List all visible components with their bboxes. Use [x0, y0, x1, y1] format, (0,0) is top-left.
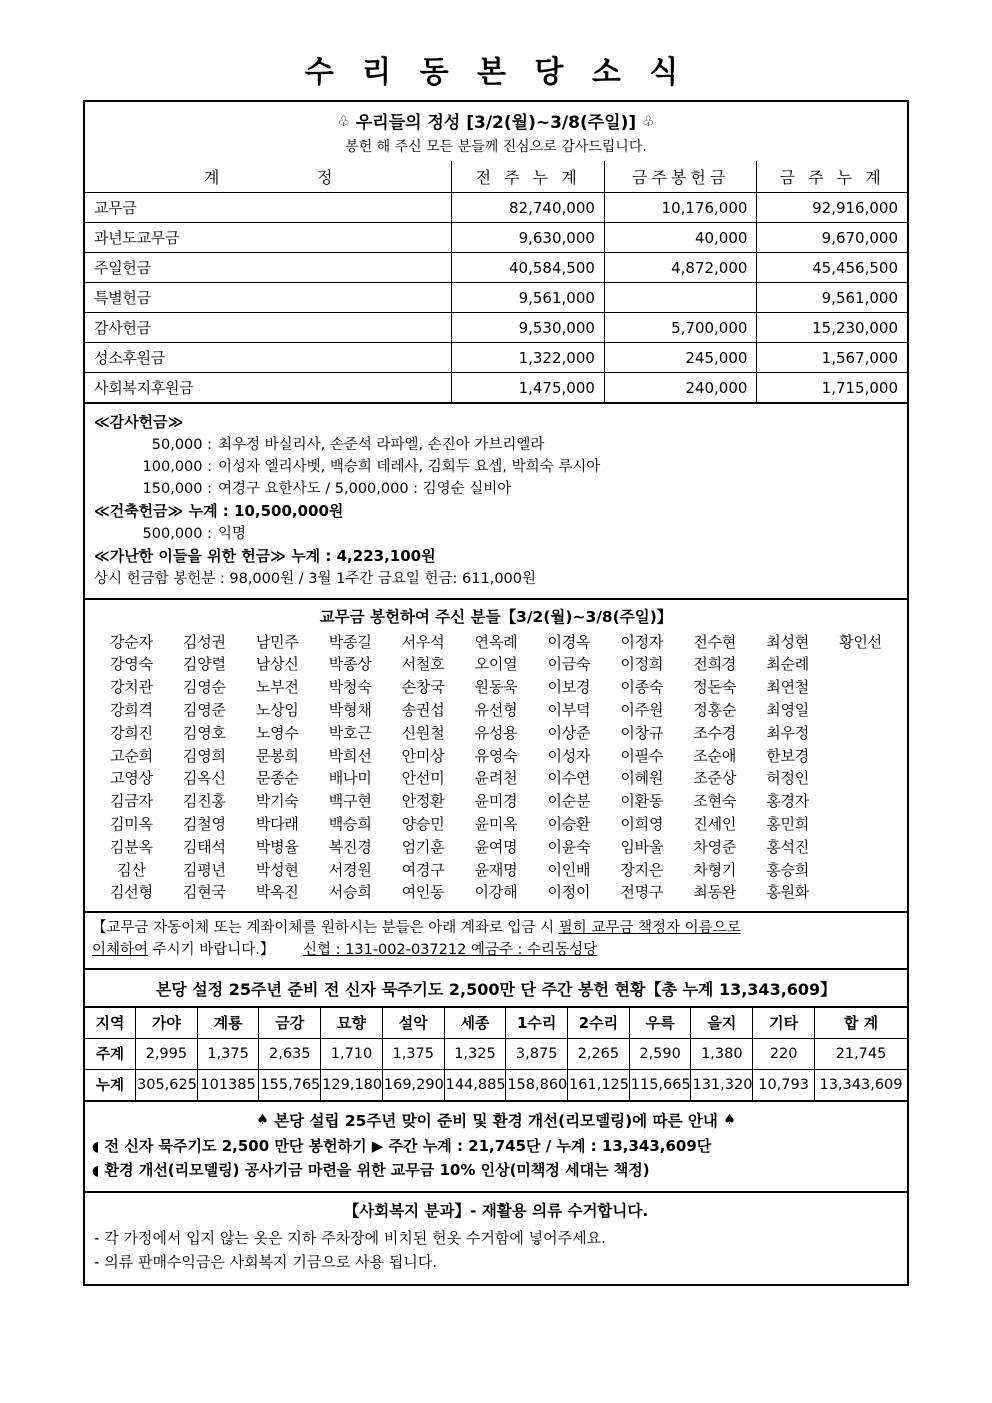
poor-offering-title: ≪가난한 이들을 위한 헌금≫ 누계 : 4,223,100원: [94, 546, 436, 565]
offering-heading-text: 우리들의 정성 [3/2(월)~3/8(주일)]: [355, 113, 637, 133]
half-moon-icon: ◖: [92, 1138, 100, 1155]
contributor-name: 이정이: [547, 883, 591, 902]
contributor-name: 윤미옥: [474, 814, 518, 833]
table-row: [85, 373, 907, 403]
contributor-name: 이희영: [620, 814, 664, 833]
contributor-name: 최영일: [766, 700, 810, 719]
region-week-value: 1,325: [444, 1038, 506, 1069]
contributor-name: 이성자: [547, 746, 591, 765]
contributor-name: 이승환: [547, 814, 591, 833]
cell-total: 92,916,000: [757, 193, 907, 223]
contributor-name: 한보경: [766, 746, 810, 765]
region-week-value: 2,635: [259, 1038, 321, 1069]
table-row: [85, 223, 907, 253]
account-notice-line2: [92, 940, 901, 962]
region-col-header: 우륵: [629, 1008, 691, 1039]
contributor-name: 이정자: [620, 632, 664, 651]
contributor-name: 박형채: [328, 700, 372, 719]
contributor-name: 김진홍: [182, 792, 226, 811]
contributor-name: 이인배: [547, 860, 591, 879]
contributor-name: 고영상: [110, 769, 153, 788]
contributor-name: 박병율: [255, 837, 299, 856]
contributor-name: 윤여명: [474, 837, 518, 856]
region-week-value: 2,995: [136, 1038, 198, 1069]
contributor-name: 이경옥: [547, 632, 591, 651]
region-col-header: 계룡: [197, 1008, 259, 1039]
region-col-header: 가야: [136, 1008, 198, 1039]
region-total-value: 10,793: [753, 1069, 815, 1100]
cell-total: 1,567,000: [757, 343, 907, 373]
region-week-value: 1,710: [321, 1038, 383, 1069]
prayer-stats-heading: 본당 설정 25주년 준비 전 신자 묵주기도 2,500만 단 주간 봉헌 현황【총 누계 13,343,609】: [155, 979, 837, 999]
region-week-label: 주계: [85, 1038, 136, 1069]
contributor-name: 문종순: [255, 769, 299, 788]
region-col-header: 1수리: [506, 1008, 568, 1039]
cell-account-name: 교무금: [85, 193, 452, 223]
cell-prev: 9,561,000: [452, 283, 605, 313]
cell-prev: 1,322,000: [452, 343, 605, 373]
cell-account-name: 성소후원금: [85, 343, 452, 373]
contributor-name: 이금숙: [547, 655, 591, 674]
cell-total: 9,561,000: [757, 283, 907, 313]
contributor-name: [824, 881, 897, 904]
col-header-account-left: 계: [203, 168, 220, 187]
welfare-item-text: 각 가정에서 입지 않는 옷은 지하 주차장에 비치된 헌옷 수거함에 넣어주세요.: [104, 1229, 606, 1248]
contributor-name: 이주원: [620, 700, 664, 719]
contributor-name: 유선형: [474, 700, 518, 719]
contributor-name: 조수경: [693, 723, 737, 742]
contributor-name: [824, 859, 897, 882]
page-title: 수 리 동 본 당 소 식: [304, 55, 688, 90]
cell-account-name: 과년도교무금: [85, 223, 452, 253]
contributor-name: 홍석진: [766, 837, 810, 856]
offering-section: [85, 102, 907, 404]
cell-prev: 9,530,000: [452, 313, 605, 343]
region-col-header-label: 지역: [85, 1008, 136, 1039]
contributor-name: 박종길: [328, 632, 372, 651]
contributor-name: 장지은: [620, 860, 664, 879]
region-col-header: 설악: [382, 1008, 444, 1039]
contributor-name: 엄기훈: [401, 837, 445, 856]
region-week-value: 1,375: [197, 1038, 259, 1069]
contributor-name: 홍원화: [766, 883, 810, 902]
bulletin-frame: [83, 100, 909, 1286]
cell-account-name: 감사헌금: [85, 313, 452, 343]
contributor-name: 전희경: [693, 655, 737, 674]
contributor-name: 오이열: [474, 655, 518, 674]
contributor-name: 김영희: [182, 746, 226, 765]
announcement-item-text: 환경 개선(리모델링) 공사기금 마련을 위한 교무금 10% 인상(미책정 세대는 책정): [104, 1161, 650, 1180]
contributor-name: 최성현: [766, 632, 810, 651]
dash-icon: -: [94, 1229, 100, 1248]
region-week-value: 2,265: [568, 1038, 630, 1069]
contributor-name: 서철호: [401, 655, 445, 674]
prayer-stats-section: [85, 1008, 907, 1102]
account-notice-emphasis-a: 필히 교무금 책정자 이름으로: [558, 920, 741, 937]
offering-table-body: [85, 193, 907, 403]
contributor-name: 김옥신: [182, 769, 226, 788]
contributor-name: 서승희: [328, 883, 372, 902]
contributor-name: 김성권: [182, 632, 226, 651]
table-row: [85, 193, 907, 223]
region-total-value: 144,885: [444, 1069, 506, 1100]
contributor-name: 노상임: [255, 700, 299, 719]
contributor-name: 윤미경: [474, 792, 518, 811]
region-col-header: 금강: [259, 1008, 321, 1039]
spade-icon: ♠: [723, 1111, 736, 1128]
contributor-name: 박종상: [328, 655, 372, 674]
contributor-name: 정홍순: [693, 700, 737, 719]
cell-week: [604, 283, 757, 313]
contributor-name: 송권섭: [401, 700, 445, 719]
region-week-value: 21,745: [815, 1038, 908, 1069]
building-offering-row: [85, 523, 907, 545]
cell-week: 245,000: [604, 343, 757, 373]
region-total-value: 13,343,609: [815, 1069, 908, 1100]
contributor-name: 이혜원: [620, 769, 664, 788]
contributor-name: 이수연: [547, 769, 591, 788]
donation-names: 여경구 요한사도 / 5,000,000 : 김영순 실비아: [218, 480, 512, 497]
contributor-name: 백승희: [328, 814, 372, 833]
contributor-name: 김양렬: [182, 655, 226, 674]
cell-total: 45,456,500: [757, 253, 907, 283]
col-header-this-total: 금 주 누 계: [757, 161, 907, 193]
contributors-grid: [85, 631, 907, 912]
contributor-name: 김산: [117, 860, 146, 879]
contributor-name: [824, 813, 897, 836]
cell-week: 40,000: [604, 223, 757, 253]
contributor-name: 여인동: [401, 883, 445, 902]
cell-account-name: 사회복지후원금: [85, 373, 452, 403]
cell-prev: 40,584,500: [452, 253, 605, 283]
region-total-value: 131,320: [691, 1069, 753, 1100]
cell-week: 4,872,000: [604, 253, 757, 283]
contributor-name: [824, 767, 897, 790]
contributor-name: 김현국: [182, 883, 226, 902]
contributor-name: [824, 836, 897, 859]
table-row: [85, 253, 907, 283]
region-total-value: 115,665: [629, 1069, 691, 1100]
cell-account-name: 주일헌금: [85, 253, 452, 283]
contributor-name: 김금자: [110, 792, 153, 811]
contributor-name: 유영숙: [474, 746, 518, 765]
contributor-name: 김영호: [182, 723, 226, 742]
contributor-name: 정돈숙: [693, 678, 737, 697]
region-header-row: [85, 1008, 907, 1039]
contributor-name: 이필수: [620, 746, 664, 765]
donation-amount: 150,000 :: [142, 480, 212, 497]
contributor-name: 홍경자: [766, 792, 810, 811]
cell-week: 5,700,000: [604, 313, 757, 343]
contributor-name: [824, 699, 897, 722]
offering-subheading: 봉헌 해 주신 모든 분들께 진심으로 감사드립니다.: [345, 139, 647, 155]
announcement-item-text: 전 신자 묵주기도 2,500 만단 봉헌하기 ▶ 주간 누계 : 21,745단 / 누계 : 13,343,609단: [104, 1136, 712, 1155]
contributor-name: 임바울: [620, 837, 664, 856]
donations-detail-section: [85, 404, 907, 600]
thanks-offering-title: ≪감사헌금≫: [94, 413, 184, 431]
col-header-prev-total: 전 주 누 계: [452, 161, 605, 193]
contributor-name: 최순례: [766, 655, 810, 674]
account-notice-section: [85, 913, 907, 970]
thanks-offering-row: [85, 456, 907, 478]
cell-account-name: 특별헌금: [85, 283, 452, 313]
donation-amount: 100,000 :: [142, 458, 212, 475]
spade-icon: ♧: [337, 114, 350, 130]
contributor-name: 노영수: [255, 723, 299, 742]
contributor-name: [824, 722, 897, 745]
region-col-header: 세종: [444, 1008, 506, 1039]
contributor-name: 복진경: [328, 837, 372, 856]
contributor-name: 윤려천: [474, 769, 518, 788]
contributor-name: 김선형: [110, 883, 153, 902]
announcements-section: [85, 1102, 907, 1193]
cell-prev: 82,740,000: [452, 193, 605, 223]
contributor-name: 전수현: [693, 632, 737, 651]
welfare-item-text: 의류 판매수익금은 사회복지 기금으로 사용 됩니다.: [104, 1253, 438, 1272]
offering-table: [85, 161, 907, 402]
contributor-name: 박청숙: [328, 678, 372, 697]
contributor-name: 연옥례: [474, 632, 518, 651]
welfare-item: [85, 1226, 907, 1250]
contributor-name: 백구현: [328, 792, 372, 811]
donation-names: 익명: [218, 525, 247, 542]
donation-names: 이성자 엘리사벳, 백승희 데레사, 김회두 요셉, 박희숙 루시아: [218, 458, 601, 475]
contributor-name: 박기숙: [255, 792, 299, 811]
region-week-value: 1,380: [691, 1038, 753, 1069]
region-col-header: 을지: [691, 1008, 753, 1039]
table-header-row: [85, 161, 907, 193]
poor-offering-note: 상시 헌금함 봉헌분 : 98,000원 / 3월 1주간 금요일 헌금: 611,000원: [94, 570, 537, 587]
region-week-value: 2,590: [629, 1038, 691, 1069]
contributor-name: 조준상: [693, 769, 737, 788]
contributor-name: 홍승희: [766, 860, 810, 879]
region-total-value: 158,860: [506, 1069, 568, 1100]
contributor-name: [824, 676, 897, 699]
donation-amount: 50,000 :: [151, 436, 212, 453]
region-week-row: [85, 1038, 907, 1069]
contributor-name: 강희진: [110, 723, 153, 742]
contributor-name: 김영순: [182, 678, 226, 697]
contributor-name: 차영준: [693, 837, 737, 856]
contributor-name: 윤재명: [474, 860, 518, 879]
contributor-name: 최우정: [766, 723, 810, 742]
region-week-value: 3,875: [506, 1038, 568, 1069]
spade-icon: ♠: [256, 1111, 269, 1128]
contributor-name: 조현숙: [693, 792, 737, 811]
contributors-section: [85, 600, 907, 914]
region-total-value: 161,125: [568, 1069, 630, 1100]
contributor-name: 이윤숙: [547, 837, 591, 856]
announcement-item: [85, 1158, 907, 1183]
contributor-name: 이부덕: [547, 700, 591, 719]
region-total-value: 129,180: [321, 1069, 383, 1100]
contributor-name: [824, 790, 897, 813]
contributor-name: 김미옥: [110, 814, 153, 833]
account-notice-text-b: 주시기 바랍니다.】: [148, 941, 275, 958]
dash-icon: -: [94, 1253, 100, 1272]
cell-total: 9,670,000: [757, 223, 907, 253]
welfare-section: [85, 1193, 907, 1284]
contributor-name: 노부전: [255, 678, 299, 697]
region-total-value: 305,625: [136, 1069, 198, 1100]
table-row: [85, 283, 907, 313]
contributors-heading: 교무금 봉헌하여 주신 분들【3/2(월)~3/8(주일)】: [319, 607, 673, 626]
region-total-label: 누계: [85, 1069, 136, 1100]
contributor-name: 여경구: [401, 860, 445, 879]
cell-total: 15,230,000: [757, 313, 907, 343]
contributor-name: 유성용: [474, 723, 518, 742]
region-col-header: 합 계: [815, 1008, 908, 1039]
account-notice-text-a: 【교무금 자동이체 또는 계좌이체를 원하시는 분들은 아래 계좌로 입금 시: [92, 920, 559, 937]
region-week-value: 1,375: [382, 1038, 444, 1069]
half-moon-icon: ◖: [92, 1163, 100, 1180]
contributor-name: 김철영: [182, 814, 226, 833]
col-header-this-week: 금주봉헌금: [604, 161, 757, 193]
contributor-name: 박옥진: [255, 883, 299, 902]
contributor-name: 강치관: [110, 678, 153, 697]
contributor-name: 조순애: [693, 746, 737, 765]
region-total-row: [85, 1069, 907, 1100]
contributor-name: 이환동: [620, 792, 664, 811]
offering-heading-block: [85, 102, 907, 161]
cell-week: 240,000: [604, 373, 757, 403]
contributor-name: 김평년: [182, 860, 226, 879]
contributor-name: 박호근: [328, 723, 372, 742]
prayer-stats-heading-band: [85, 970, 907, 1008]
contributor-name: 이종숙: [620, 678, 664, 697]
contributor-name: 양승민: [401, 814, 445, 833]
contributor-name: 안미상: [401, 746, 445, 765]
thanks-offering-row: [85, 434, 907, 456]
contributor-name: 박다래: [255, 814, 299, 833]
donation-names: 최우정 바실리사, 손준석 라파엘, 손진아 가브리엘라: [218, 436, 545, 453]
contributor-name: 이창규: [620, 723, 664, 742]
contributor-name: 박희선: [328, 746, 372, 765]
region-col-header: 기타: [753, 1008, 815, 1039]
contributor-name: 안정환: [401, 792, 445, 811]
region-week-value: 220: [753, 1038, 815, 1069]
contributor-name: 강순자: [110, 632, 153, 651]
thanks-offering-row: [85, 478, 907, 500]
contributor-name: 강영숙: [110, 655, 153, 674]
contributor-name: 이정희: [620, 655, 664, 674]
cell-prev: 9,630,000: [452, 223, 605, 253]
contributor-name: 황인선: [839, 632, 882, 651]
contributor-name: 최동완: [693, 883, 737, 902]
contributor-name: [824, 745, 897, 768]
bank-account-info: 신협 : 131-002-037212 예금주 : 수리동성당: [303, 941, 598, 958]
building-offering-title: ≪건축헌금≫ 누계 : 10,500,000원: [94, 501, 344, 520]
announcement-item: [85, 1134, 907, 1159]
contributor-name: 원동욱: [474, 678, 518, 697]
region-table: [85, 1008, 907, 1100]
contributor-name: 이상준: [547, 723, 591, 742]
region-col-header: 묘향: [321, 1008, 383, 1039]
welfare-item: [85, 1250, 907, 1274]
cell-prev: 1,475,000: [452, 373, 605, 403]
contributor-name: 홍민희: [766, 814, 810, 833]
cell-total: 1,715,000: [757, 373, 907, 403]
account-notice-emphasis-b: 이체하여: [92, 941, 149, 958]
col-header-account-right: 정: [317, 168, 333, 187]
region-total-value: 101385: [197, 1069, 259, 1100]
contributor-name: 강희격: [110, 700, 153, 719]
contributor-name: 이보경: [547, 678, 591, 697]
contributor-name: 박성현: [255, 860, 299, 879]
contributor-name: 진세인: [693, 814, 737, 833]
region-col-header: 2수리: [568, 1008, 630, 1039]
contributor-name: 남민주: [255, 632, 299, 651]
contributor-name: 신원철: [401, 723, 445, 742]
contributor-name: [824, 653, 897, 676]
contributor-name: 문봉희: [255, 746, 299, 765]
table-row: [85, 343, 907, 373]
region-total-value: 169,290: [382, 1069, 444, 1100]
contributor-name: 서우석: [401, 632, 445, 651]
table-row: [85, 313, 907, 343]
contributor-name: 손창국: [401, 678, 445, 697]
cell-week: 10,176,000: [604, 193, 757, 223]
contributor-name: 이강해: [474, 883, 518, 902]
contributor-name: 전명구: [620, 883, 664, 902]
contributor-name: 김영준: [182, 700, 226, 719]
account-notice-line1: [92, 918, 901, 940]
contributor-name: 고순희: [110, 746, 153, 765]
col-header-account: [85, 161, 452, 193]
spade-icon: ♧: [642, 114, 655, 130]
announcements-heading: 본당 설립 25주년 맞이 준비 및 환경 개선(리모델링)에 따른 안내: [274, 1111, 718, 1130]
region-total-value: 155,765: [259, 1069, 321, 1100]
contributor-name: 서경원: [328, 860, 372, 879]
contributor-name: 김분옥: [110, 837, 153, 856]
offering-heading-line: [85, 108, 907, 133]
contributor-name: 이순분: [547, 792, 591, 811]
contributor-name: 배나미: [328, 769, 372, 788]
announcements-heading-line: [85, 1109, 907, 1134]
contributor-name: 차형기: [693, 860, 737, 879]
contributor-name: 허정인: [766, 769, 810, 788]
contributor-name: 최연철: [766, 678, 810, 697]
contributor-name: 김태석: [182, 837, 226, 856]
welfare-heading: 【사회복지 분과】- 재활용 의류 수거합니다.: [343, 1202, 649, 1221]
donation-amount: 500,000 :: [142, 525, 212, 542]
contributor-name: 안선미: [401, 769, 445, 788]
contributor-name: 남상신: [255, 655, 299, 674]
